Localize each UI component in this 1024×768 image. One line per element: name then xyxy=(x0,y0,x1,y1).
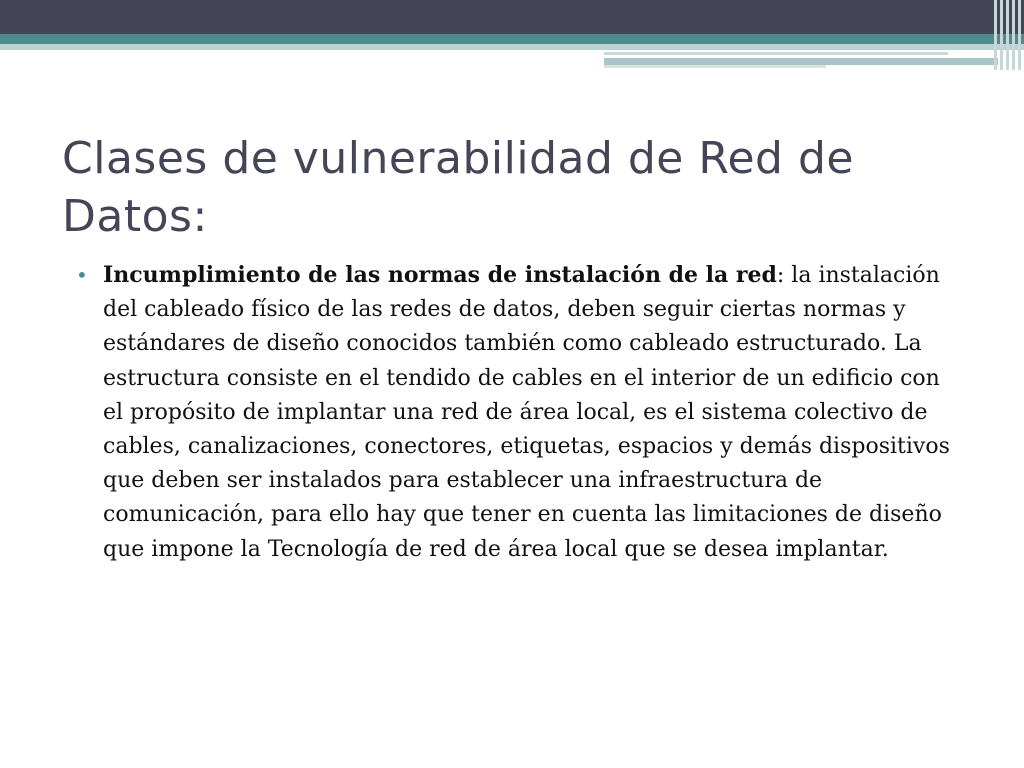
bullet-icon: • xyxy=(76,263,88,287)
header-stripe xyxy=(604,58,998,65)
header-light-teal-bar xyxy=(0,44,1024,50)
bullet-list xyxy=(76,258,966,567)
slide-title: Clases de vulnerabilidad de Red de Datos: xyxy=(62,133,854,242)
header-dark-bar xyxy=(0,0,1024,34)
bullet-item xyxy=(76,258,966,567)
header-teal-bar xyxy=(0,34,1024,44)
decorative-vertical-lines xyxy=(990,0,1024,70)
bullet-heading: Incumplimiento de las normas de instalación de la red xyxy=(103,262,777,288)
header-stripe xyxy=(604,65,826,68)
bullet-text: : la instalación del cableado físico de las redes de datos, deben seguir ciertas normas y estándares de diseño conocidos también como cableado estructurado. La estructura consiste en el tendido de cables en el interior de un edificio con el propósito de implantar una red de área local, es el sistema colectivo de cables, canalizaciones, conectores, etiquetas, espacios y demás dispositivos que deben ser instalados para establecer una infraestructura de comunicación, para ello hay que tener en cuenta las limitaciones de diseño que impone la Tecnología de red de área local que se desea implantar. xyxy=(103,263,950,562)
header-stripe xyxy=(604,52,948,55)
